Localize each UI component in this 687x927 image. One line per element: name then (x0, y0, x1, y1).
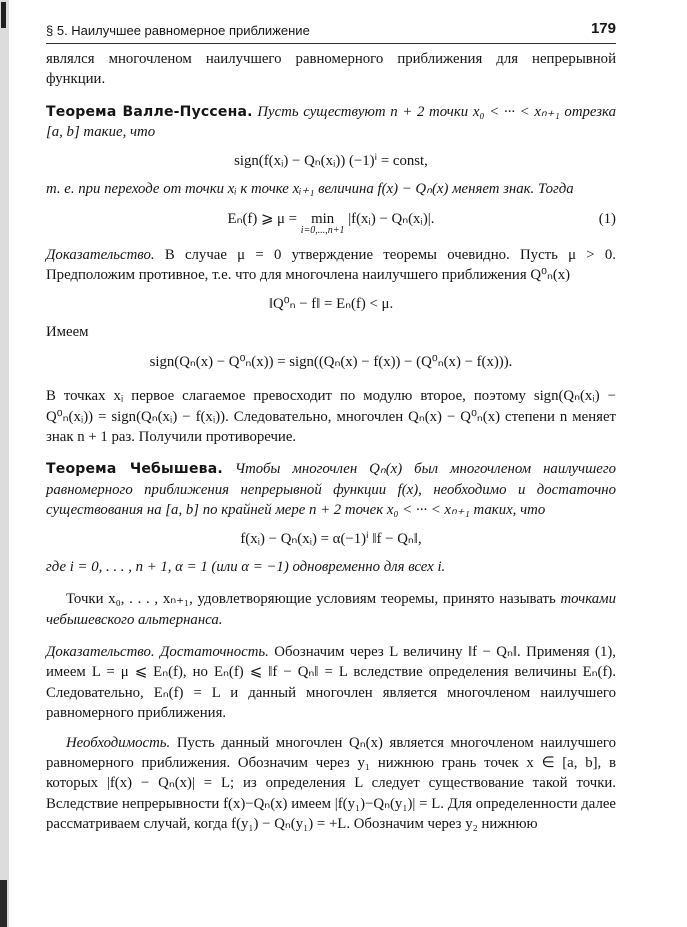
theorem-valle-poussin (46, 102, 616, 143)
equation-alternance (46, 528, 616, 550)
min-subscript: i=0,...,n+1 (300, 225, 345, 237)
proof-text: Пусть данный многочлен Qₙ(x) является многочленом наилучшего равномерного приближения. Обозначим через y₁ нижнюю грань точек x ∈ [a, b], в которых |f(x) − Qₙ(x)| = L; из определения L следует существование такой точки. Вследствие непрерывности f(x)−Qₙ(x) имеем |f(y₁)−Qₙ(y₁)| = L. Для определенности далее рассматриваем случай, когда f(y₁) − Qₙ(y₁) = +L. Обозначим через y₂ нижнюю (46, 734, 616, 833)
header-rule (46, 43, 616, 44)
term-emphasis: точками чебышевского альтернанса. (46, 591, 616, 628)
equation-number: (1) (598, 211, 616, 228)
proof-conclusion: В точках xᵢ первое слагаемое превосходит по модулю второе, поэтому sign(Qₙ(xᵢ) − Q⁰ₙ(xᵢ)) = sign(Qₙ(xᵢ) − f(xᵢ)). Следовательно, многочлен Qₙ(x) − Q⁰ₙ(x) степени n меняет знак n + 1 раз. Получили противоречие. (46, 388, 616, 446)
proof-label: Доказательство. (46, 247, 155, 264)
theorem-statement-cont: где i = 0, . . . , n + 1, α = 1 (или α = −1) одновременно для всех i. (46, 558, 446, 575)
equation-text: f(xᵢ) − Qₙ(xᵢ) = α(−1)ⁱ ‖f − Qₙ‖, (240, 530, 422, 547)
scan-left-edge (0, 0, 9, 927)
page-body (46, 49, 616, 835)
paragraph-text: Точки x₀, . . . , xₙ₊₁, удовлетворяющие условиям теоремы, принято называть (66, 591, 561, 608)
equation-text: ‖Q⁰ₙ − f‖ = Eₙ(f) < μ. (268, 295, 394, 312)
paragraph-intro: являлся многочленом наилучшего равномерного приближения для непрерывной функции. (46, 51, 616, 88)
equation-left: Eₙ(f) ⩾ μ = (227, 211, 298, 228)
equation-norm (46, 293, 616, 315)
running-header (46, 20, 616, 42)
equation-text: sign(Qₙ(x) − Q⁰ₙ(x)) = sign((Qₙ(x) − f(x)) − (Q⁰ₙ(x) − f(x))). (149, 354, 513, 371)
scan-bottom-mark (0, 880, 7, 927)
equation-right: |f(xᵢ) − Qₙ(xᵢ)|. (348, 211, 435, 228)
theorem-statement: Пусть существуют n + 2 точки x₀ < ··· < xₙ₊₁ отрезка [a, b] такие, что (46, 103, 616, 141)
section-title: § 5. Наилучшее равномерное приближение (46, 23, 310, 38)
theorem-statement-cont: т. е. при переходе от точки xᵢ к точке xᵢ₊₁ величина f(x) − Qₙ(x) меняет знак. Тогда (46, 180, 574, 197)
proof-label: Доказательство. Достаточность. (46, 643, 269, 660)
scan-corner-mark (1, 2, 6, 28)
theorem-title: Теорема Валле-Пуссена. (46, 103, 253, 120)
min-word: min (311, 211, 335, 228)
equation-text: sign(f(xᵢ) − Qₙ(xᵢ)) (−1)ⁱ = const, (234, 152, 428, 169)
paragraph-alternance-points (46, 589, 616, 630)
proof-necessity (46, 733, 616, 835)
min-operator (301, 213, 345, 236)
equation-1 (46, 206, 616, 236)
proof-have: Имеем (46, 323, 89, 340)
proof-text: Обозначим через L величину ‖f − Qₙ‖. Применяя (1), имеем L = μ ⩽ Eₙ(f), но Eₙ(f) ⩽ ‖f − Qₙ‖ = L вследствие определения величины Eₙ(f). Следовательно, Eₙ(f) = L и данный многочлен является многочленом наилучшего равномерного приближения. (46, 643, 616, 722)
proof-sufficiency (46, 642, 616, 724)
equation-sign-identity (46, 349, 616, 379)
equation-sign-const (46, 150, 616, 172)
theorem-statement: Чтобы многочлен Qₙ(x) был многочленом наилучшего равномерного приближения непрерывной функции f(x), необходимо и достаточно существования на [a, b] по крайней мере n + 2 точек x₀ < ··· < xₙ₊₁ таких, что (46, 461, 617, 519)
page-number: 179 (590, 20, 616, 37)
proof-valle-poussin (46, 245, 616, 286)
theorem-chebyshev (46, 459, 616, 520)
proof-label: Необходимость. (66, 734, 171, 751)
theorem-title: Теорема Чебышева. (46, 461, 223, 478)
proof-text: В случае μ = 0 утверждение теоремы очевидно. Пусть μ > 0. Предположим противное, т.е. что для многочлена наилучшего приближения Q⁰ₙ(x) (46, 247, 616, 284)
